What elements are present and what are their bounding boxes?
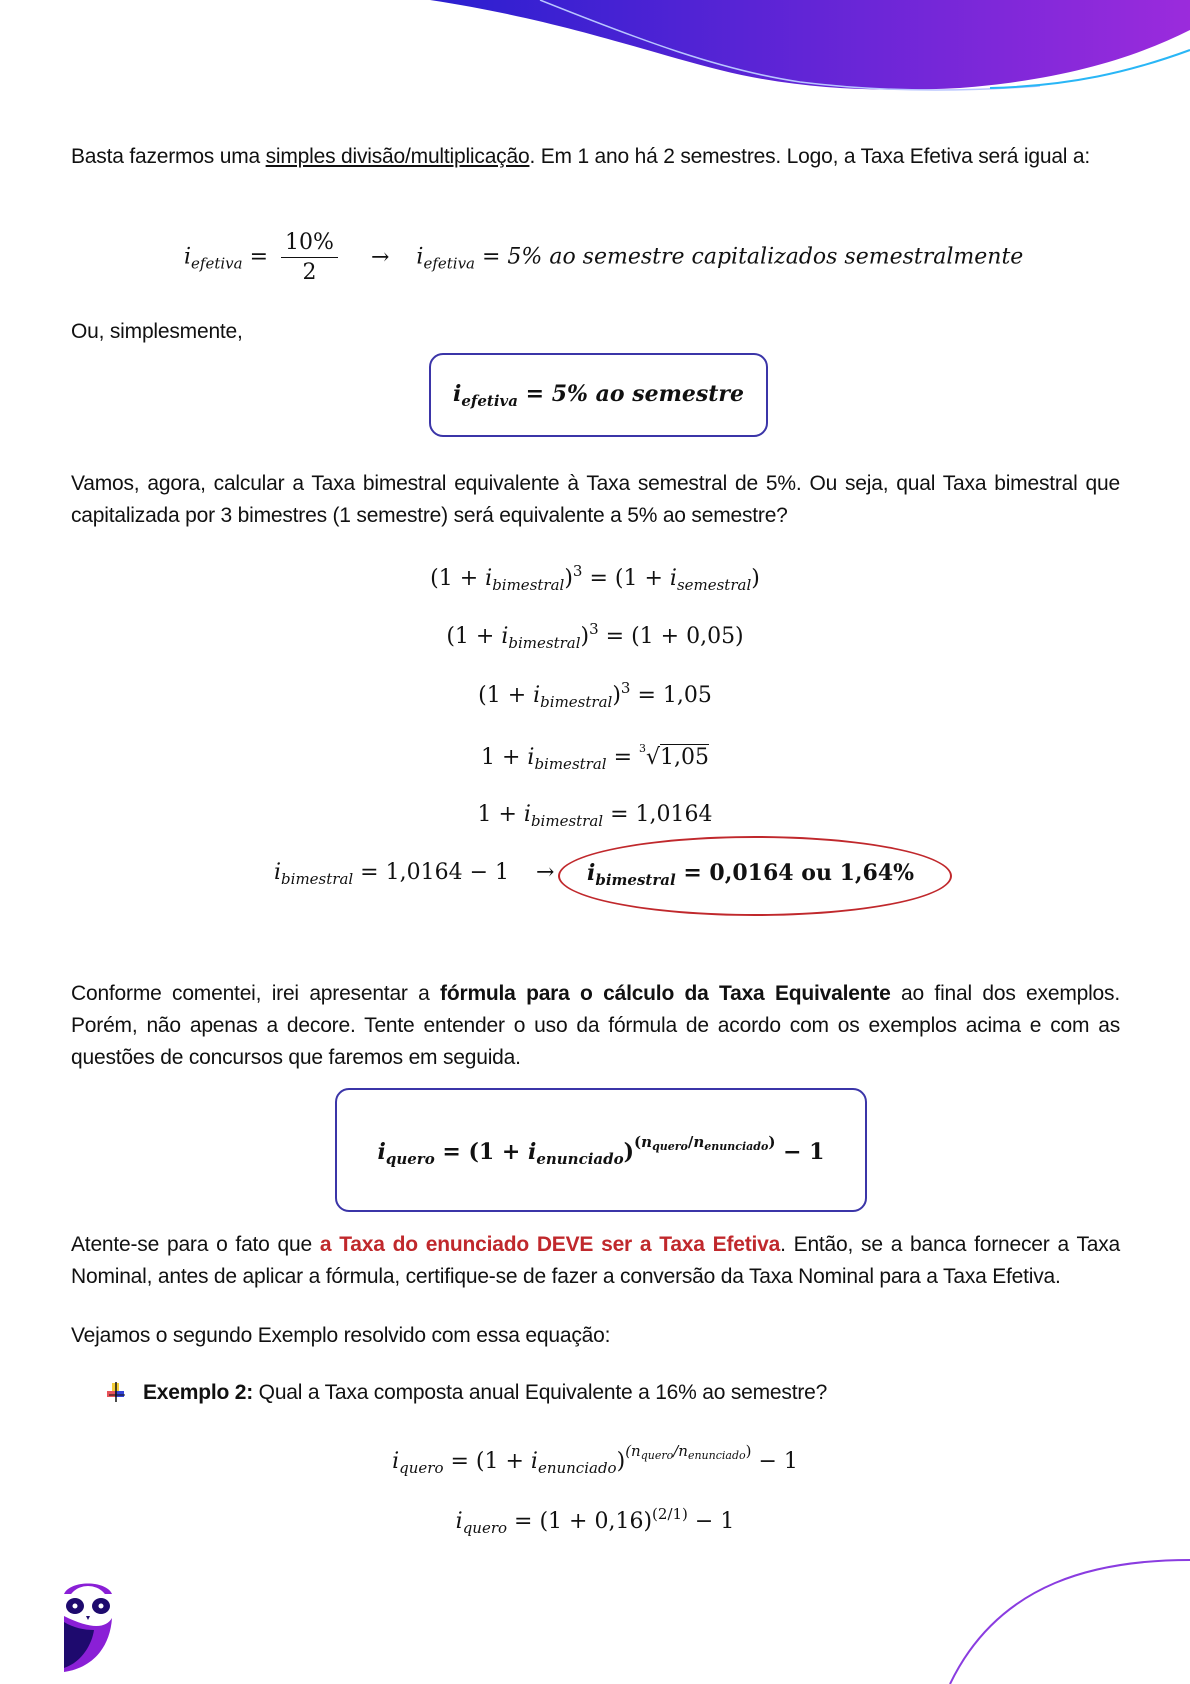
text-span: . Em 1 ano há 2 semestres. Logo, a Taxa Efetiva será igual a: <box>529 145 1091 168</box>
pin-bullet-icon <box>106 1382 126 1402</box>
owl-logo-icon <box>62 1578 114 1674</box>
circled-result: $i_{bimestral} = 0,0164$ ou 1,64% <box>587 860 915 889</box>
root-symbol: √ <box>646 745 661 770</box>
equation-step-1: $(1 + i_{bimestral})^3 = (1 + i_{semestral})$ <box>430 562 760 594</box>
formula-intro-paragraph: Conforme comentei, irei apresentar a fórmula para o cálculo da Taxa Equivalente ao final dos exemplos. Porém, não apenas a decore. Tente entender o uso da fórmula de acordo com os exemplos acima e com as questões de concursos que faremos em seguida. <box>71 982 1120 1069</box>
attention-paragraph: Atente-se para o fato que a Taxa do enunciado DEVE ser a Taxa Efetiva. Então, se a banca fornecer a Taxa Nominal, antes de aplicar a fórmula, certifique-se de fazer a conversão da Taxa Nominal para a Taxa Efetiva. <box>71 1233 1120 1288</box>
header-wave-decoration <box>0 0 1190 110</box>
text-span: Basta fazermos uma <box>71 145 266 168</box>
second-example-intro: Vejamos o segundo Exemplo resolvido com essa equação: <box>71 1324 611 1347</box>
example-2-substitution: $i_{quero} = (1 + 0,16)^{(2/1)} - 1$ <box>455 1505 735 1537</box>
boxed-equation: $i_{efetiva} = 5\%$ ao semestre <box>453 380 744 410</box>
equation-step-3: $(1 + i_{bimestral})^3 = 1,05$ <box>478 679 712 711</box>
equation-step-2: $(1 + i_{bimestral})^3 = (1 + 0,05)$ <box>446 620 744 652</box>
example-2-question: Exemplo 2: Qual a Taxa composta anual Equivalente a 16% ao semestre? <box>143 1381 828 1404</box>
underlined-text: simples divisão/multiplicação <box>265 145 530 168</box>
effective-rate-highlight-box <box>429 353 768 437</box>
fraction: $\frac{10\%}{2}$ <box>281 230 338 285</box>
bimonthly-rate-paragraph: Vamos, agora, calcular a Taxa bimestral equivalente à Taxa semestral de 5%. Ou seja, qual Taxa bimestral que capitalizada por 3 bimestres (1 semestre) será equivalente a 5% ao semestre? <box>71 472 1120 527</box>
equivalent-rate-formula-box <box>335 1088 867 1212</box>
equation-step-5: $1 + i_{bimestral} = 1,0164$ <box>477 802 713 830</box>
intro-paragraph <box>71 141 1120 173</box>
effective-rate-equation: $i_{efetiva}$ = $\frac{10\%}{2}$ → $i_{efetiva} = 5\%$ ao semestre capitalizados semestralmente <box>184 230 1024 285</box>
example-2-formula: $i_{quero} = (1 + i_{enunciado})^{(n_{quero}/n_{enunciado})} - 1$ <box>392 1442 798 1477</box>
corner-arc-decoration <box>900 1540 1190 1684</box>
or-simply-text: Ou, simplesmente, <box>71 320 243 343</box>
formula: $i_{quero} = (1 + i_{enunciado})^{(n_{quero}/n_{enunciado})} - 1$ <box>377 1132 825 1168</box>
final-result-equation: $i_{bimestral} = 1,0164 - 1$ → <box>274 860 555 888</box>
equation-step-4: $1 + i_{bimestral} = ^3√1,05$ <box>480 742 710 773</box>
